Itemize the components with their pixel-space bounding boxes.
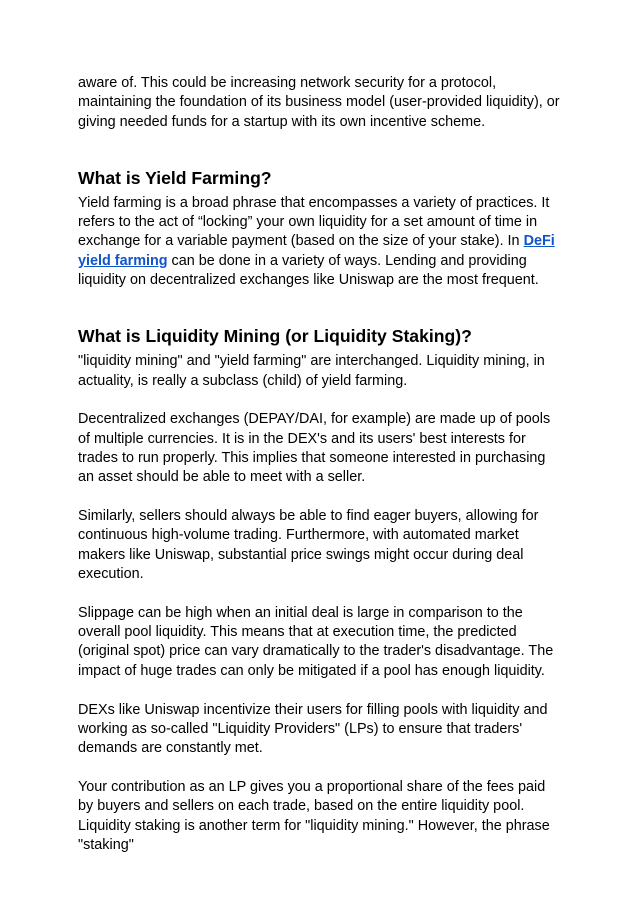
liquidity-paragraph-4: Slippage can be high when an initial deal is large in comparison to the overall pool liquidity. This means that at execution time, the predicted (original spot) price can vary dramatically to the trader's disadvantage. The impact of huge trades can only be mitigated if a pool has enough liquidity. [78, 604, 554, 679]
liquidity-paragraph-6: Your contribution as an LP gives you a proportional share of the fees paid by buyers and sellers on each trade, based on the entire liquidity pool. Liquidity staking is another term for "liquidity mining." However, the phrase "staking" [78, 778, 550, 853]
liquidity-paragraph-1: "liquidity mining" and "yield farming" are interchanged. Liquidity mining, in actuality, is really a subclass (child) of yield farming. [78, 353, 545, 389]
yield-farming-paragraph [78, 194, 562, 290]
yield-text-before-link: Yield farming is a broad phrase that encompasses a variety of practices. It refers to the act of “locking” your own liquidity for a set amount of time in exchange for a variable payment (based on the size of your stake). In [78, 194, 550, 250]
defi-yield-farming-link[interactable]: DeFi yield farming [78, 233, 555, 269]
intro-paragraph: aware of. This could be increasing network security for a protocol, maintaining the foundation of its business model (user-provided liquidity), or giving needed funds for a startup with its own incentive scheme. [78, 75, 560, 130]
liquidity-paragraph-2: Decentralized exchanges (DEPAY/DAI, for example) are made up of pools of multiple currencies. It is in the DEX's and its users' best interests for trades to run properly. This implies that someone interested in purchasing an asset should be able to meet with a seller. [78, 411, 551, 486]
liquidity-paragraph-5: DEXs like Uniswap incentivize their users for filling pools with liquidity and working as so-called "Liquidity Providers" (LPs) to ensure that traders' demands are constantly met. [78, 701, 548, 757]
heading-yield-farming: What is Yield Farming? [78, 167, 272, 188]
heading-liquidity-mining: What is Liquidity Mining (or Liquidity Staking)? [78, 326, 472, 347]
yield-text-after-link: can be done in a variety of ways. Lending and providing liquidity on decentralized exchanges like Uniswap are the most frequent. [78, 252, 539, 289]
liquidity-paragraph-3: Similarly, sellers should always be able to find eager buyers, allowing for continuous high-volume trading. Furthermore, with automated market makers like Uniswap, substantial price swings might occur during deal execution. [78, 508, 539, 583]
document-page [78, 74, 562, 855]
